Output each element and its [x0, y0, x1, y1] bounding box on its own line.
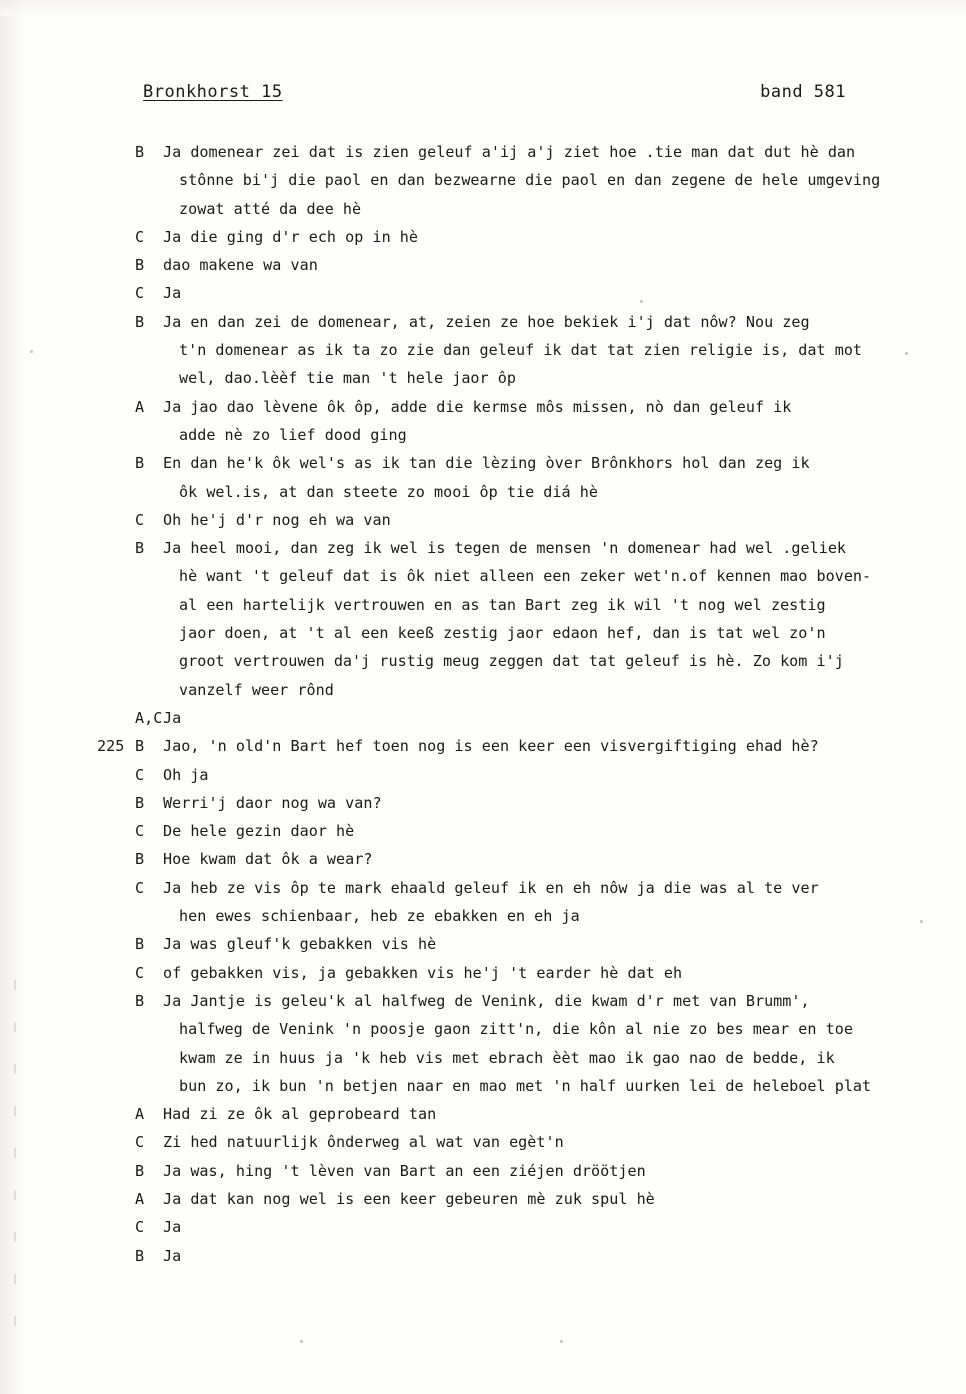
transcript-text: Werri'j daor nog wa van? [163, 793, 382, 812]
transcript-text: wel, dao.lèèf tie man 't hele jaor ôp [179, 369, 516, 388]
transcript-line [97, 166, 944, 194]
transcript-line [97, 845, 944, 873]
transcript-line [97, 195, 944, 223]
transcript-line [97, 138, 944, 166]
transcript-text: Ja [163, 1246, 182, 1265]
transcript-text: stônne bi'j die paol en dan bezwearne die paol en dan zegene de hele umgeving [179, 171, 881, 190]
transcript-line [97, 647, 944, 675]
transcript-text: Ja die ging d'r ech op in hè [163, 227, 419, 246]
transcript-line [97, 676, 944, 704]
speaker-label: C [135, 284, 145, 303]
speaker-label: B [135, 1246, 145, 1265]
transcript-text: Zi hed natuurlijk ônderweg al wat van egèt'n [163, 1133, 564, 1152]
transcript-line [97, 506, 944, 534]
line-number: 225 [97, 737, 125, 756]
transcript-line [97, 1242, 944, 1270]
scan-edge-left [0, 0, 26, 1394]
transcript-line [97, 902, 944, 930]
transcript-body [97, 138, 944, 1270]
scan-speck [640, 300, 643, 303]
transcript-text: Ja domenear zei dat is zien geleuf a'ij a'j ziet hoe .tie man dat dut hè dan [163, 143, 856, 161]
speaker-label: C [135, 822, 145, 841]
transcript-line [97, 1185, 944, 1213]
page-header [143, 82, 846, 102]
transcript-line [97, 279, 944, 307]
transcript-line [97, 987, 944, 1015]
speaker-label: A [135, 397, 145, 416]
transcript-text: zowat atté da dee hè [179, 199, 362, 218]
speaker-label: B [135, 539, 145, 558]
transcript-line [97, 251, 944, 279]
speaker-label: B [135, 256, 145, 275]
transcript-line [97, 789, 944, 817]
transcript-text: Hoe kwam dat ôk a wear? [163, 850, 373, 869]
document-title: Bronkhorst 15 [143, 82, 283, 102]
transcript-text: ôk wel.is, at dan steete zo mooi ôp tie diá hè [179, 482, 598, 501]
transcript-line [97, 223, 944, 251]
transcript-line [97, 421, 944, 449]
band-label: band 581 [760, 82, 846, 102]
transcript-line [97, 1100, 944, 1128]
transcript-text: t'n domenear as ik ta zo zie dan geleuf ik dat tat zien religie is, dat mot [179, 341, 863, 360]
speaker-label: B [135, 850, 145, 869]
transcript-line [97, 562, 944, 590]
transcript-line [97, 364, 944, 392]
transcript-text: adde nè zo lief dood ging [179, 425, 407, 444]
transcript-text: Jao, 'n old'n Bart hef toen nog is een keer een visvergiftiging ehad hè? [163, 737, 819, 756]
transcript-text: groot vertrouwen da'j rustig meug zeggen dat tat geleuf is hè. Zo kom i'j [179, 652, 844, 671]
speaker-label: B [135, 793, 145, 812]
transcript-text: jaor doen, at 't al een keeß zestig jaor edaon hef, dan is tat wel zo'n [179, 624, 826, 643]
transcript-text: Ja heel mooi, dan zeg ik wel is tegen de mensen 'n domenear had wel .geliek [163, 539, 847, 558]
speaker-label: C [135, 1218, 145, 1237]
transcript-line [97, 336, 944, 364]
transcript-text: Oh he'j d'r nog eh wa van [163, 510, 391, 529]
speaker-label: A [135, 1105, 145, 1124]
transcript-text: of gebakken vis, ja gebakken vis he'j 't earder hè dat eh [163, 963, 683, 982]
transcript-text: halfweg de Venink 'n poosje gaon zitt'n, die kôn al nie zo bes mear en toe [179, 1020, 853, 1039]
scan-speck [30, 350, 33, 353]
transcript-text: Ja was, hing 't lèven van Bart an een ziéjen dröötjen [163, 1161, 646, 1180]
transcript-line [97, 619, 944, 647]
speaker-label: C [135, 1133, 145, 1152]
transcript-line [97, 1128, 944, 1156]
transcript-text: Ja [163, 708, 182, 727]
margin-tick-marks [14, 980, 16, 1340]
speaker-label: B [135, 454, 145, 473]
transcript-text: vanzelf weer rônd [179, 680, 334, 699]
transcript-line [97, 732, 944, 760]
transcript-text: dao makene wa van [163, 256, 318, 275]
transcript-text: al een hartelijk vertrouwen en as tan Bart zeg ik wil 't nog wel zestig [179, 595, 826, 614]
transcript-text: Ja en dan zei de domenear, at, zeien ze hoe bekiek i'j dat nôw? Nou zeg [163, 312, 810, 331]
transcript-line [97, 874, 944, 902]
transcript-line [97, 817, 944, 845]
speaker-label: C [135, 963, 145, 982]
transcript-line [97, 478, 944, 506]
scan-speck [300, 1340, 303, 1343]
speaker-label: B [135, 991, 145, 1010]
scan-speck [920, 920, 923, 923]
transcript-line [97, 959, 944, 987]
transcript-line [97, 308, 944, 336]
transcript-line [97, 591, 944, 619]
transcript-line [97, 704, 944, 732]
scan-speck [560, 1340, 563, 1343]
transcript-line [97, 393, 944, 421]
speaker-label: B [135, 737, 145, 756]
speaker-label: C [135, 510, 145, 529]
transcript-text: Ja heb ze vis ôp te mark ehaald geleuf ik en eh nôw ja die was al te ver [163, 878, 819, 897]
speaker-label: B [135, 143, 145, 161]
transcript-line [97, 1157, 944, 1185]
transcript-line [97, 930, 944, 958]
transcript-line [97, 761, 944, 789]
transcript-text: hen ewes schienbaar, heb ze ebakken en eh ja [179, 907, 580, 926]
transcript-text: Ja Jantje is geleu'k al halfweg de Venink, die kwam d'r met van Brumm', [163, 991, 810, 1010]
transcript-text: Ja [163, 284, 182, 303]
speaker-label: A [135, 1189, 145, 1208]
speaker-label: C [135, 227, 145, 246]
scan-edge-top [0, 0, 966, 16]
transcript-text: Oh ja [163, 765, 209, 784]
speaker-label: B [135, 935, 145, 954]
transcript-line [97, 1044, 944, 1072]
speaker-label: C [135, 878, 145, 897]
transcript-text: hè want 't geleuf dat is ôk niet alleen een zeker wet'n.of kennen mao boven- [179, 567, 872, 586]
transcript-line [97, 534, 944, 562]
transcript-text: De hele gezin daor hè [163, 822, 355, 841]
transcript-text: Had zi ze ôk al geprobeard tan [163, 1105, 437, 1124]
speaker-label: C [135, 765, 145, 784]
speaker-label: B [135, 1161, 145, 1180]
scan-speck [905, 352, 908, 355]
transcript-text: En dan he'k ôk wel's as ik tan die lèzing òver Brônkhors hol dan zeg ik [163, 454, 810, 473]
speaker-label: B [135, 312, 145, 331]
transcript-line [97, 1072, 944, 1100]
speaker-label: A,C [135, 708, 163, 727]
transcript-text: Ja dat kan nog wel is een keer gebeuren mè zuk spul hè [163, 1189, 655, 1208]
transcript-text: kwam ze in huus ja 'k heb vis met ebrach èèt mao ik gao nao de bedde, ik [179, 1048, 835, 1067]
transcript-line [97, 449, 944, 477]
transcript-line [97, 1213, 944, 1241]
transcript-text: bun zo, ik bun 'n betjen naar en mao met 'n half uurken lei de heleboel plat [179, 1076, 872, 1095]
transcript-text: Ja jao dao lèvene ôk ôp, adde die kermse môs missen, nò dan geleuf ik [163, 397, 792, 416]
transcript-text: Ja was gleuf'k gebakken vis hè [163, 935, 437, 954]
transcript-line [97, 1015, 944, 1043]
transcript-text: Ja [163, 1218, 182, 1237]
